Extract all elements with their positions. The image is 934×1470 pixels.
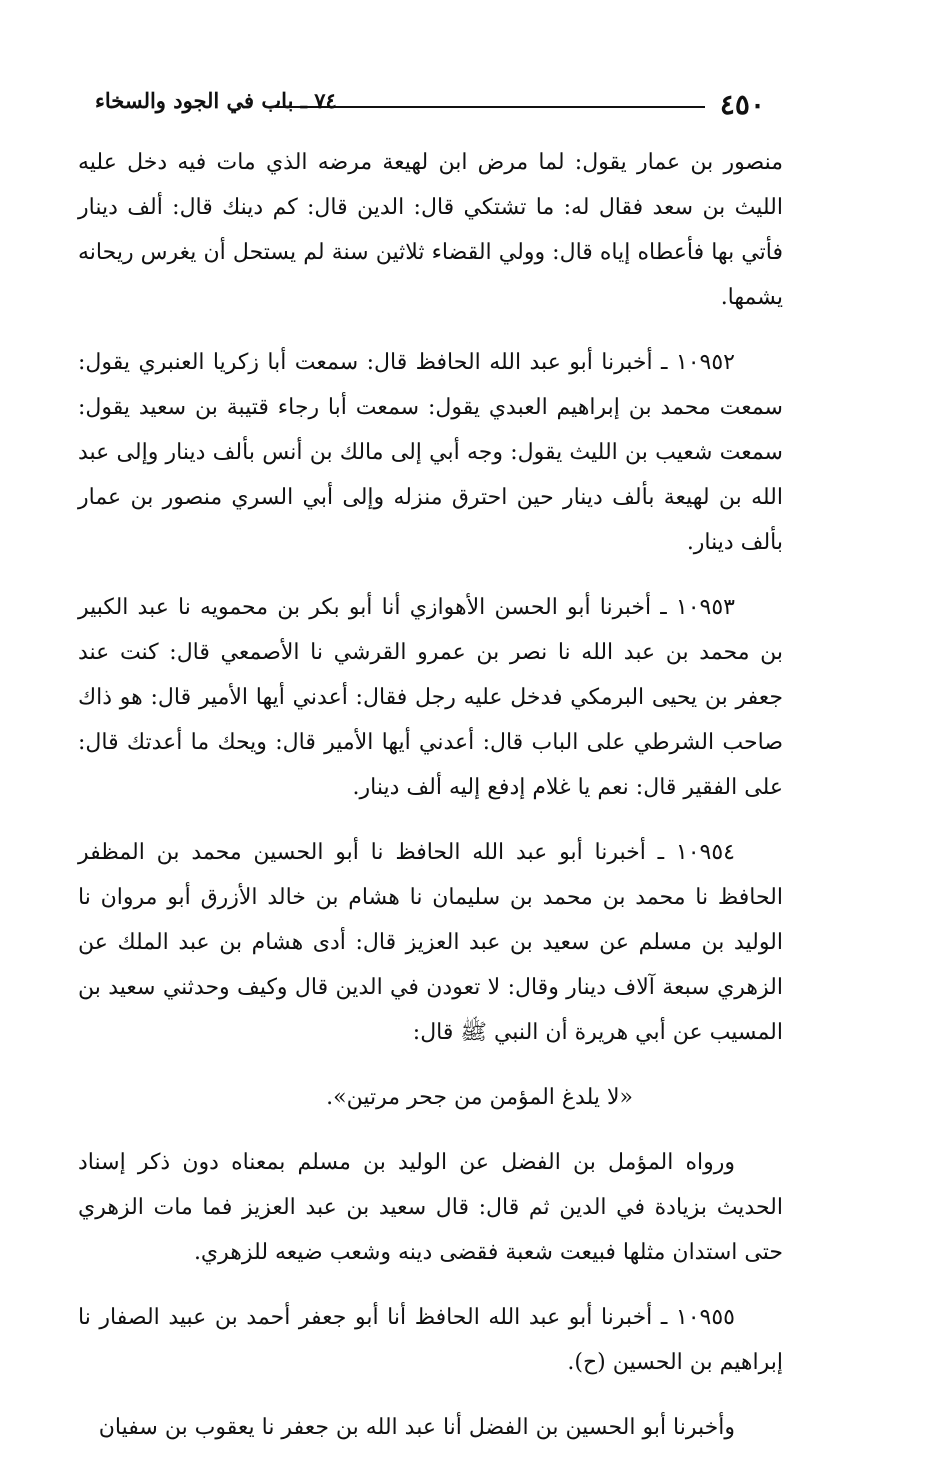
paragraph-trailing: وأخبرنا أبو الحسين بن الفضل أنا عبد الله بن جعفر نا يعقوب بن سفيان xyxy=(98,1415,735,1440)
hadith-10955: ١٠٩٥٥ ـ أخبرنا أبو عبد الله الحافظ أنا أبو جعفر أحمد بن عبيد الصفار نا إبراهيم بن الحسين (ح). xyxy=(78,1305,783,1375)
running-header xyxy=(95,82,765,122)
hadith-10953: ١٠٩٥٣ ـ أخبرنا أبو الحسن الأهوازي أنا أبو بكر بن محمويه نا عبد الكبير بن محمد بن عبد الله نا نصر بن عمرو القرشي نا الأصمعي قال: كنت عند جعفر بن يحيى البرمكي فدخل عليه رجل فقال: أعدني أيها الأمير قال: هو ذاك صاحب الشرطي على الباب قال: أعدني أيها الأمير قال: ويحك ما أعدتك قال: على الفقير قال: نعم يا غلام إدفع إليه ألف دينار. xyxy=(78,595,783,800)
page-number: ٤٥٠ xyxy=(719,88,765,121)
page-body xyxy=(78,140,783,1470)
hadith-10952: ١٠٩٥٢ ـ أخبرنا أبو عبد الله الحافظ قال: سمعت أبا زكريا العنبري يقول: سمعت محمد بن إبراهيم العبدي يقول: سمعت أبا رجاء قتيبة بن سعيد يقول: سمعت شعيب بن الليث يقول: وجه أبي إلى مالك بن أنس بألف دينار وإلى عبد الله بن لهيعة بألف دينار حين احترق منزله وإلى أبي السري منصور بن عمار بألف دينار. xyxy=(78,350,783,555)
narration-note: ورواه المؤمل بن الفضل عن الوليد بن مسلم بمعناه دون ذكر إسناد الحديث بزيادة في الدين ثم قال: قال سعيد بن عبد العزيز فما مات الزهري حتى استدان مثلها فبيعت شعبة فقضى دينه وشعب ضيعه للزهري. xyxy=(78,1150,783,1265)
hadith-10954: ١٠٩٥٤ ـ أخبرنا أبو عبد الله الحافظ نا أبو الحسين محمد بن المظفر الحافظ نا محمد بن محمد بن سليمان نا هشام بن خالد الأزرق أبو مروان نا الوليد بن مسلم عن سعيد بن عبد العزيز قال: أدى هشام بن عبد الملك عن الزهري سبعة آلاف دينار وقال: لا تعودن في الدين قال وكيف وحدثني سعيد بن المسيب عن أبي هريرة أن النبي ﷺ قال: xyxy=(78,840,783,1045)
prophetic-quote: «لا يلدغ المؤمن من جحر مرتين». xyxy=(326,1085,633,1110)
chapter-title: ٧٤ ـ باب في الجود والسخاء xyxy=(95,88,337,113)
paragraph-continuation: منصور بن عمار يقول: لما مرض ابن لهيعة مرضه الذي مات فيه دخل عليه الليث بن سعد فقال له: ما تشتكي قال: الدين قال: كم دينك قال: ألف دينار فأتي بها فأعطاه إياه قال: وولي القضاء ثلاثين سنة لم يستحل أن يغرس ريحانه يشمها. xyxy=(78,150,783,310)
header-rule xyxy=(275,106,705,108)
